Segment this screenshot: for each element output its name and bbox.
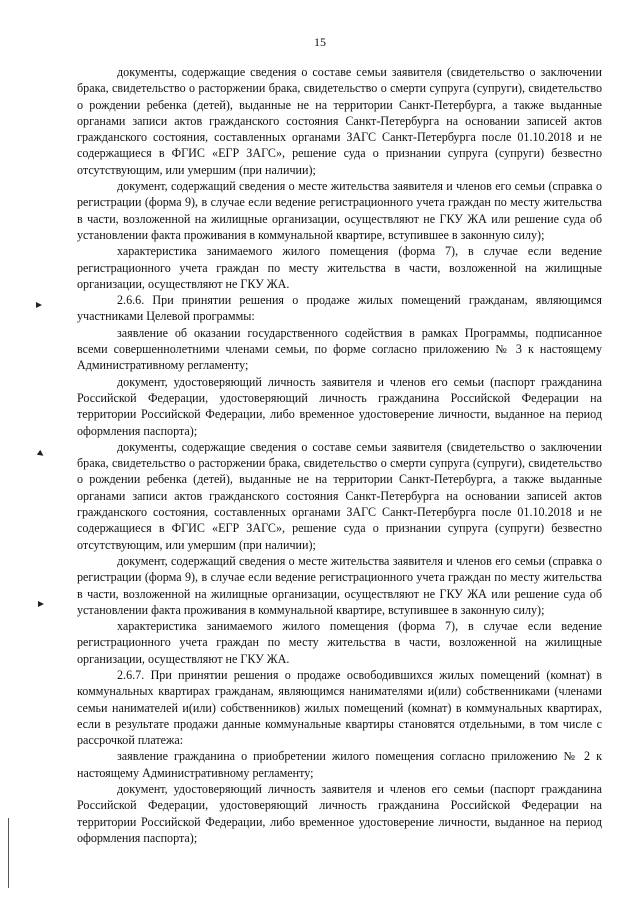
document-body [77, 64, 602, 846]
margin-mark [36, 302, 42, 308]
paragraph: характеристика занимаемого жилого помещения (форма 7), в случае если ведение регистрационного учета граждан по месту жительства в части, возложенной на жилищные организации, осуществляют не ГКУ ЖА. [77, 619, 602, 666]
paragraph: документы, содержащие сведения о составе семьи заявителя (свидетельство о заключении брака, свидетельство о расторжении брака, свидетельство о смерти супруга (супруги), свидетельство о рождении ребенка (детей), выданные не на территории Санкт-Петербурга, а также выданные органами записи актов гражданского состояния Санкт-Петербурга на основании записей актов гражданского состояния, составленных органами ЗАГС Санкт-Петербурга после 01.10.2018 и не содержащиеся в ФГИС «ЕГР ЗАГС», решение суда о признании супруга (супруги) безвестно отсутствующим, или умершим (при наличии); [77, 439, 602, 552]
paragraph: документ, удостоверяющий личность заявителя и членов его семьи (паспорт гражданина Российской Федерации, удостоверяющий личность гражданина Российской Федерации на территории Российской Федерации, либо временное удостоверение личности, выданное на период оформления паспорта); [77, 782, 602, 845]
paragraph: заявление гражданина о приобретении жилого помещения согласно приложению № 2 к настоящему Административному регламенту; [77, 749, 602, 780]
section-heading-2-6-7: 2.6.7. При принятии решения о продаже освободившихся жилых помещений (комнат) в коммунальных квартирах гражданам, являющимся нанимателями и(или) собственниками (членами семьи нанимателей и(или) собственников) жилых помещений (комнат) в коммунальных квартирах, если в результате продажи данные коммунальные квартиры становятся отдельными, в том числе с рассрочкой платежа: [77, 667, 602, 748]
paragraph: документы, содержащие сведения о составе семьи заявителя (свидетельство о заключении брака, свидетельство о расторжении брака, свидетельство о смерти супруга (супруги), свидетельство о рождении ребенка (детей), выданные не на территории Санкт-Петербурга, а также выданные органами записи актов гражданского состояния Санкт-Петербурга на основании записей актов гражданского состояния, составленных органами ЗАГС Санкт-Петербурга после 01.10.2018 и не содержащиеся в ФГИС «ЕГР ЗАГС», решение суда о признании супруга (супруги) безвестно отсутствующим, или умершим (при наличии); [77, 65, 602, 177]
paragraph: документ, содержащий сведения о месте жительства заявителя и членов его семьи (справка о регистрации (форма 9), в случае если ведение регистрационного учета граждан по месту жительства в части, возложенной на жилищные организации, осуществляют не ГКУ ЖА или решение суда об установлении факта проживания в коммунальной квартире, вступившее в законную силу); [77, 553, 602, 617]
paragraph: заявление об оказании государственного содействия в рамках Программы, подписанное всеми совершеннолетними членами семьи, по форме согласно приложению № 3 к настоящему Административному регламенту; [77, 325, 602, 373]
margin-mark [38, 601, 44, 607]
paragraph: документ, содержащий сведения о месте жительства заявителя и членов его семьи (справка о регистрации (форма 9), в случае если ведение регистрационного учета граждан по месту жительства в части, возложенной на жилищные организации, осуществляют не ГКУ ЖА или решение суда об установлении факта проживания в коммунальной квартире, вступившее в законную силу); [77, 179, 602, 242]
scan-edge-line [8, 818, 9, 888]
paragraph: характеристика занимаемого жилого помещения (форма 7), в случае если ведение регистрационного учета граждан по месту жительства в части, возложенной на жилищные организации, осуществляют не ГКУ ЖА. [77, 244, 602, 291]
page-number: 15 [314, 35, 326, 49]
paragraph: документ, удостоверяющий личность заявителя и членов его семьи (паспорт гражданина Российской Федерации, удостоверяющий личность гражданина Российской Федерации на территории Российской Федерации, либо временное удостоверение личности, выданное на период оформления паспорта); [77, 374, 602, 438]
section-heading-2-6-6: 2.6.6. При принятии решения о продаже жилых помещений гражданам, являющимся участниками Целевой программы: [77, 293, 602, 324]
margin-mark [37, 450, 45, 458]
